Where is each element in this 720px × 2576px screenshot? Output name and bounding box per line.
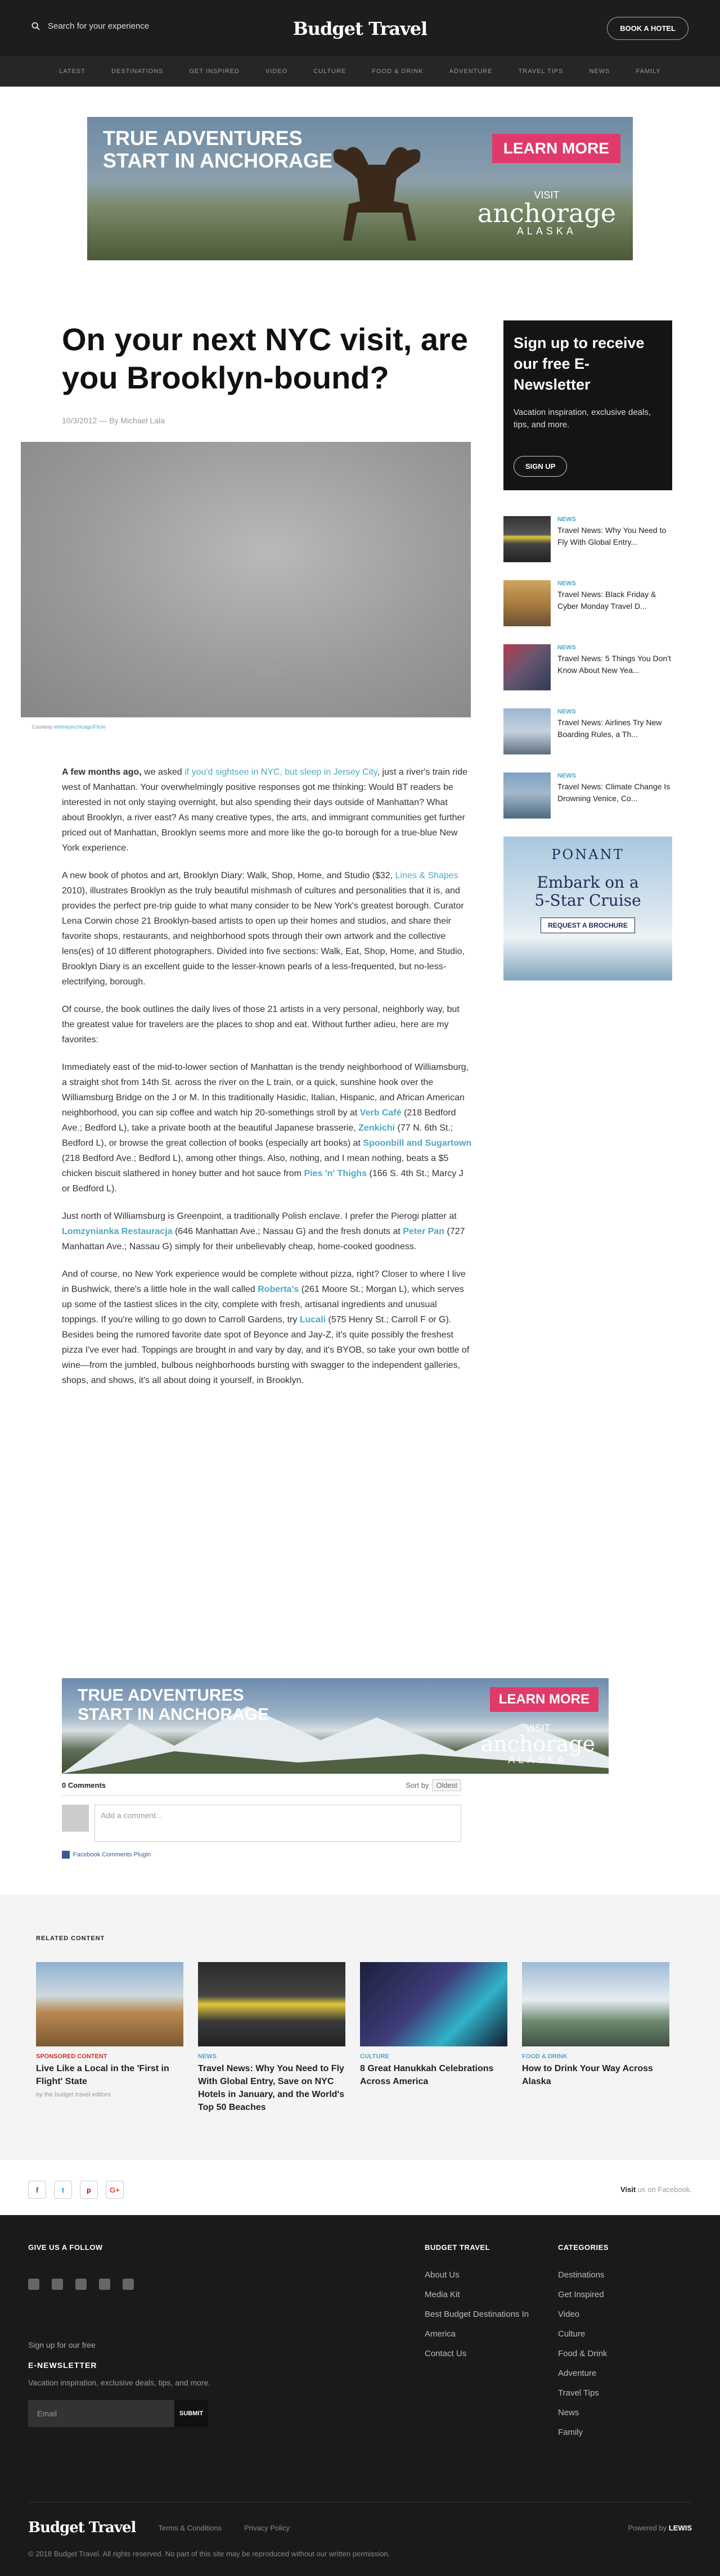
nav-latest[interactable]: LATEST [59,68,86,75]
footer-category-link[interactable]: Video [558,2310,580,2319]
sidebar [503,320,672,980]
sort-control[interactable]: Sort by Oldest [406,1781,461,1789]
newsletter-desc: Vacation inspiration, exclusive deals, tips, and more. [514,408,651,430]
ad-brand: VISIT anchorage ALASKA [480,1723,595,1765]
ad-headline-2: START IN ANCHORAGE [78,1705,269,1724]
article-title: On your next NYC visit, are you Brooklyn-bound? [62,322,468,395]
categories-heading: CATEGORIES [558,2243,609,2252]
site-footer [0,2215,720,2576]
facebook-share-icon[interactable]: f [28,2181,46,2199]
nav-video[interactable]: VIDEO [265,68,288,75]
related-image [198,1962,345,2046]
footer-link[interactable]: Best Budget Destinations In America [425,2310,529,2339]
sidebar-news-item[interactable]: NEWS Travel News: Climate Change Is Drowning Venice, Co... [503,772,672,837]
newsletter-box [503,320,672,490]
comments-section [62,1778,461,1859]
comment-count: 0 Comments [62,1781,106,1789]
paragraph: Of course, the book outlines the daily lives of those 21 artists in a very personal, neighborly way, but the greatest value for travelers are the places to shop and eat. Without further adieu, here are my favorites: [62,1005,460,1045]
ad-brand: VISIT anchorage ALASKA [477,189,616,237]
thumbnail [503,708,551,754]
lines-shapes-link[interactable]: Lines & Shapes [395,871,458,880]
thumbnail [503,772,551,819]
article-body [62,765,472,1400]
paragraph: A few months ago, we asked if you'd sightsee in NYC, but sleep in Jersey City, just a river's train ride west of Manhattan. Your overwhelmingly positive responses got me thinking: Would BT readers be interested in not only staying overnight, but also spending their days outside of Manhattan? What about Brooklyn, a river east? As many creative types, the arts, and immigrant communities get further priced out of Manhattan, Brooklyn seems more and more like the go-to borough for a true-blue New York experience. [62,767,468,853]
article-hero-image [21,442,471,717]
footer-category-link[interactable]: Culture [558,2329,586,2339]
footer-category-link[interactable]: Family [558,2428,583,2437]
facebook-icon [62,1851,70,1859]
paragraph: Just north of Williamsburg is Greenpoint, a traditionally Polish enclave. I prefer the Pierogi platter at Lomzynianka Restauracja (646 Manhattan Ave.; Nassau G) and the fresh donuts at Peter Pan (727 Manhattan Ave.; Nassau G) simply for their unbelievably cheap, home-cooked goodness. [62,1212,465,1251]
pinterest-icon[interactable] [75,2279,87,2290]
ponant-ad[interactable] [503,837,672,980]
privacy-link[interactable]: Privacy Policy [244,2523,290,2532]
anchorage-ad-top[interactable] [87,117,633,260]
moose-illustration [323,139,430,241]
footer-bottom [28,2502,692,2558]
sidebar-news-item[interactable]: NEWS Travel News: Airlines Try New Boarding Rules, a Th... [503,708,672,772]
related-image [360,1962,507,2046]
footer-category-link[interactable]: News [558,2408,579,2417]
ad-learn-more-button[interactable]: LEARN MORE [490,1687,598,1712]
nav-food-drink[interactable]: FOOD & DRINK [372,68,424,75]
article-meta: 10/3/2012 — By Michael Lala [62,416,165,425]
twitter-share-icon[interactable]: t [54,2181,72,2199]
footer-link[interactable]: Media Kit [425,2290,460,2299]
related-image [522,1962,669,2046]
peter-pan-link[interactable]: Peter Pan [403,1227,445,1236]
article-date: 10/3/2012 [62,416,97,425]
ad-headline-2: START IN ANCHORAGE [103,149,332,172]
nav-culture[interactable]: CULTURE [313,68,346,75]
sidebar-news-item[interactable]: NEWS Travel News: Why You Need to Fly With Global Entry... [503,516,672,580]
footer-category-link[interactable]: Get Inspired [558,2290,604,2299]
youtube-icon[interactable] [123,2279,134,2290]
visit-facebook-link[interactable]: Visit us on Facebook. [620,2185,692,2194]
nav-travel-tips[interactable]: TRAVEL TIPS [518,68,564,75]
share-bar [0,2159,720,2215]
verb-cafe-link[interactable]: Verb Café [359,1108,402,1118]
site-header [0,0,720,57]
ad-learn-more-button[interactable]: LEARN MORE [492,134,620,163]
submit-button[interactable]: SUBMIT [174,2400,208,2427]
related-card[interactable]: FOOD & DRINK How to Drink Your Way Across Alaska [522,1962,669,2114]
newsletter-title: Sign up to receive our free E-Newsletter [514,335,645,393]
sign-up-button[interactable]: SIGN UP [514,456,567,477]
twitter-icon[interactable] [52,2279,63,2290]
facebook-icon[interactable] [28,2279,39,2290]
article-author[interactable]: By Michael Lala [109,416,165,425]
copyright: © 2018 Budget Travel. All rights reserved. No part of this site may be reproduced without our written permission. [28,2550,390,2558]
follow-heading: GIVE US A FOLLOW [28,2243,103,2252]
email-input[interactable]: Email [28,2400,174,2427]
paragraph: Immediately east of the mid-to-lower section of Manhattan is the trendy neighborhood of Williamsburg, a straight shot from 14th St. across the river on the L train, or a quick, sunshine hook over the Williamsburg Bridge on the J or M. In this traditionally Hasidic, Italian, Hispanic, and African American neighborhood, you can sip coffee and watch hip 20-somethings stroll by at Verb Café (218 Bedford Ave.; Bedford L), take a private booth at the beautiful Japanese brasserie, Zenkichi (77 N. 6th St.; Bedford L), or browse the great collection of books (especially art books) at Spoonbill and Sugartown (218 Bedford Ave.; Bedford L), among other things. Also, nothing, and I mean nothing, beats a $5 chicken biscuit slathered in honey butter and hot sauce from Pies 'n' Thighs (166 S. 4th St.; Marcy J or Bedford L). [62,1063,472,1194]
sidebar-news-item[interactable]: NEWS Travel News: 5 Things You Don't Know About New Yea... [503,644,672,708]
robertas-link[interactable]: Roberta's [258,1285,299,1294]
avatar [62,1805,89,1832]
search-bar[interactable] [32,21,149,31]
lomzynianka-link[interactable]: Lomzynianka Restauracja [62,1227,173,1236]
site-logo[interactable]: Budget Travel [292,18,428,39]
main-nav [0,56,720,87]
footer-category-link[interactable]: Adventure [558,2369,597,2378]
related-card[interactable]: CULTURE 8 Great Hanukkah Celebrations Across America [360,1962,507,2114]
spoonbill-link[interactable]: Spoonbill and Sugartown [363,1138,472,1148]
enews-desc: Vacation inspiration, exclusive deals, tips, and more. [28,2378,211,2387]
search-placeholder: Search for your experience [48,21,150,31]
zenkichi-link[interactable]: Zenkichi [358,1123,395,1133]
related-card[interactable]: NEWS Travel News: Why You Need to Fly With Global Entry, Save on NYC Hotels in January, and the World's Top 50 Beaches [198,1962,345,2114]
terms-link[interactable]: Terms & Conditions [158,2523,222,2532]
image-credit: Courtesy whitneyinchicago/Flickr [32,724,106,730]
related-heading: RELATED CONTENT [36,1935,105,1942]
nav-get-inspired[interactable]: GET INSPIRED [189,68,240,75]
sidebar-news-item[interactable]: NEWS Travel News: Black Friday & Cyber Monday Travel D... [503,580,672,644]
nav-news[interactable]: NEWS [589,68,610,75]
google-plus-share-icon[interactable]: G+ [106,2181,124,2199]
sidebar-news-list [503,516,672,837]
related-image [36,1962,183,2046]
request-brochure-button[interactable]: REQUEST A BROCHURE [541,918,635,933]
nav-destinations[interactable]: DESTINATIONS [111,68,164,75]
ad-headline-1: TRUE ADVENTURES [78,1686,244,1705]
budget-travel-heading: BUDGET TRAVEL [425,2243,490,2252]
paragraph: A new book of photos and art, Brooklyn Diary: Walk, Shop, Home, and Studio ($32, Lines & Shapes 2010), illustrates Brooklyn as the truly beautiful mishmash of cultures and personalities that it is, and provides the perfect pre-trip guide to what many consider to be New York's greatest borough. Curator Lena Corwin chose 21 Brooklyn-based artists to open up their homes and studios, and share their favorite shops, restaurants, and neighborhood spots through their own artwork and the collective lens(es) of 10 different photographers. Divided into five sections: Walk, Eat, Shop, Home, and Studio, Brooklyn Diary is an excellent guide to the lesser-known pearls of a less-frequented, but no-less-electrifying, borough. [62,871,465,987]
ad-headline-1: TRUE ADVENTURES [103,126,303,150]
search-icon [32,22,40,30]
footer-link[interactable]: About Us [425,2270,460,2280]
footer-logo[interactable]: Budget Travel [28,2519,136,2536]
footer-category-link[interactable]: Destinations [558,2270,605,2280]
lucali-link[interactable]: Lucali [299,1315,326,1325]
ponant-line2: 5-Star Cruise [534,891,641,910]
enews-heading: E-NEWSLETTER [28,2361,97,2370]
footer-category-link[interactable]: Food & Drink [558,2349,608,2358]
footer-category-link[interactable]: Travel Tips [558,2388,599,2398]
jersey-city-link[interactable]: if you'd sightsee in NYC, but sleep in Jersey City [184,767,377,777]
nav-adventure[interactable]: ADVENTURE [449,68,493,75]
book-hotel-button[interactable]: BOOK A HOTEL [607,17,688,40]
ponant-line1: Embark on a [537,873,639,892]
comment-input[interactable]: Add a comment... [94,1805,461,1842]
paragraph: And of course, no New York experience would be complete without pizza, right? Closer to where I live in Bushwick, there's a little hole in the wall called Roberta's (261 Moore St.; Morgan L), which serves up some of the tastiest slices in the city, complete with fresh, artisanal ingredients and unusual toppings. If you're willing to go down to Carroll Gardens, try Lucali (575 Henry St.; Carroll F or G). Besides being the rumored favorite date spot of Beyonce and Jay-Z, it's quite possibly the freshest pizza I've ever had. Toppings are brought in and vary by day, and it's BYOB, so take your own bottle of wine—from the jumbled, bulbous neighborhoods bursting with swagger to the independent galleries, shops, and shows, it's all about doing it yourself, in Brooklyn. [62,1269,470,1385]
pies-thighs-link[interactable]: Pies 'n' Thighs [304,1169,367,1178]
related-content [0,1895,720,2159]
anchorage-ad-bottom[interactable] [62,1678,609,1774]
nav-family[interactable]: FAMILY [636,68,661,75]
thumbnail [503,644,551,690]
related-card[interactable]: SPONSORED CONTENT Live Like a Local in the 'First in Flight' State by the budget travel editors [36,1962,183,2114]
thumbnail [503,516,551,562]
footer-link[interactable]: Contact Us [425,2349,467,2358]
instagram-icon[interactable] [99,2279,110,2290]
facebook-plugin-link[interactable]: Facebook Comments Plugin [62,1851,461,1859]
pinterest-share-icon[interactable]: p [80,2181,98,2199]
thumbnail [503,580,551,626]
ponant-logo: PONANT [551,847,624,862]
sort-select[interactable]: Oldest [432,1779,461,1791]
signup-small: Sign up for our free [28,2340,96,2349]
powered-by: Powered by LEWIS [628,2523,692,2532]
